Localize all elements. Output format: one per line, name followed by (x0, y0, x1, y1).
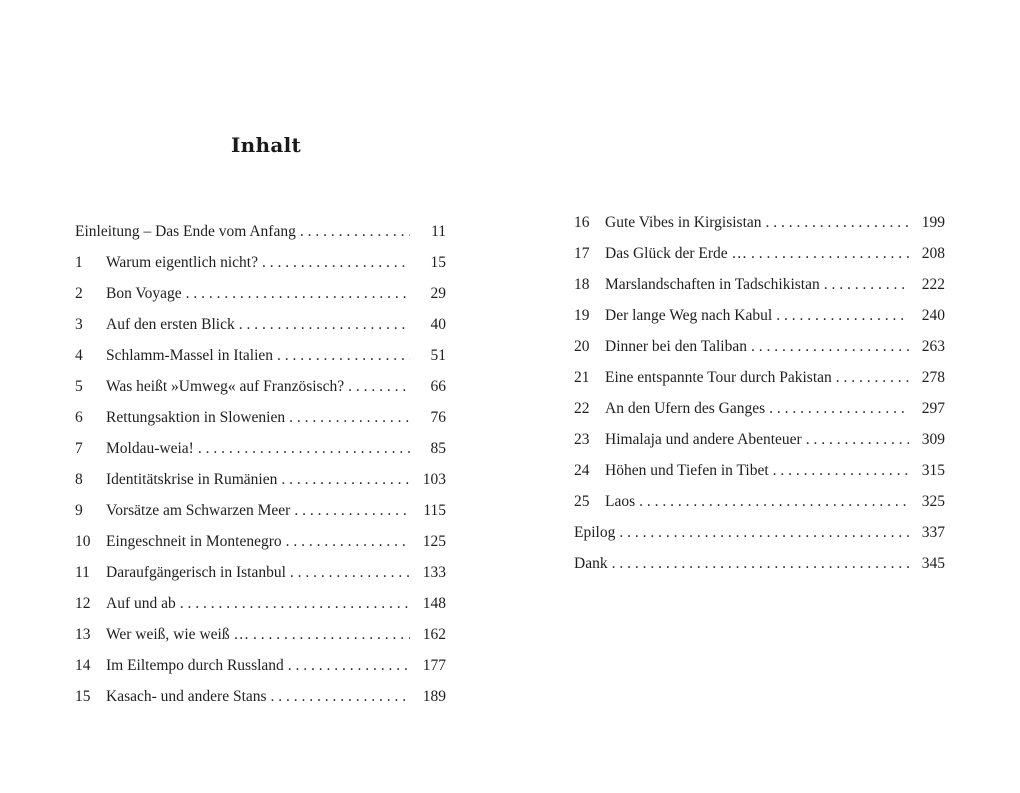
toc-entry-page-number: 148 (422, 595, 446, 612)
toc-entry-page-number: 11 (431, 223, 446, 240)
toc-entry-page-number: 222 (921, 276, 945, 293)
toc-entry-page-number: 263 (921, 338, 945, 355)
toc-entry (574, 269, 945, 300)
toc-entry-number: 13 (75, 626, 91, 643)
toc-entry-page-number: 337 (921, 524, 945, 541)
toc-dot-leader (751, 331, 909, 362)
toc-entry (574, 331, 945, 362)
toc-dot-leader (294, 495, 410, 526)
toc-entry-title: Marslandschaften in Tadschikistan (605, 276, 820, 293)
toc-entry-title: An den Ufern des Ganges (605, 400, 766, 417)
toc-entry-number: 22 (574, 400, 590, 417)
toc-entry-title: Einleitung – Das Ende vom Anfang (75, 223, 296, 240)
toc-entry-title: Moldau-weia! (106, 440, 194, 457)
toc-entry-page-number: 315 (921, 462, 945, 479)
toc-entry-page-number: 278 (921, 369, 945, 386)
toc-entry (75, 464, 446, 495)
toc-dot-leader (776, 300, 909, 331)
toc-entry (75, 402, 446, 433)
toc-entry-page-number: 133 (422, 564, 446, 581)
toc-entry-number: 16 (574, 214, 590, 231)
toc-dot-leader (180, 588, 410, 619)
toc-entry-number: 20 (574, 338, 590, 355)
toc-dot-leader (769, 393, 909, 424)
toc-entry-number: 2 (75, 285, 83, 302)
toc-entry-title: Daraufgängerisch in Istanbul (106, 564, 286, 581)
toc-dot-leader (806, 424, 909, 455)
toc-dot-leader (348, 371, 410, 402)
toc-entry-number: 3 (75, 316, 83, 333)
toc-entry (75, 371, 446, 402)
toc-dot-leader (198, 433, 410, 464)
toc-entry-page-number: 309 (921, 431, 945, 448)
toc-entry (574, 424, 945, 455)
toc-dot-leader (288, 650, 410, 681)
toc-entry-page-number: 85 (430, 440, 446, 457)
toc-dot-leader (766, 207, 909, 238)
toc-entry-number: 1 (75, 254, 83, 271)
toc-entry-number: 25 (574, 493, 590, 510)
toc-dot-leader (286, 526, 410, 557)
toc-entry-page-number: 325 (921, 493, 945, 510)
toc-entry (75, 588, 446, 619)
toc-entry-title: Wer weiß, wie weiß … (106, 626, 249, 643)
toc-dot-leader (290, 557, 410, 588)
toc-entry (75, 216, 446, 247)
toc-dot-leader (300, 216, 410, 247)
toc-entry (75, 557, 446, 588)
toc-entry-page-number: 103 (422, 471, 446, 488)
toc-entry-number: 23 (574, 431, 590, 448)
toc-dot-leader (836, 362, 909, 393)
toc-entry-page-number: 297 (921, 400, 945, 417)
toc-entry-title: Kasach- und andere Stans (106, 688, 267, 705)
toc-entry-number: 17 (574, 245, 590, 262)
toc-entry-title: Was heißt »Umweg« auf Französisch? (106, 378, 345, 395)
toc-entry-page-number: 345 (921, 555, 945, 572)
toc-entry (574, 486, 945, 517)
toc-entry-title: Dank (574, 555, 608, 572)
toc-entry (75, 309, 446, 340)
toc-entry-title: Vorsätze am Schwarzen Meer (106, 502, 291, 519)
toc-entry-number: 10 (75, 533, 91, 550)
toc-entry-page-number: 115 (423, 502, 446, 519)
toc-entry-title: Gute Vibes in Kirgisistan (605, 214, 762, 231)
toc-entry-title: Laos (605, 493, 636, 510)
toc-entry-page-number: 162 (422, 626, 446, 643)
toc-entry-page-number: 125 (422, 533, 446, 550)
toc-entry-number: 9 (75, 502, 83, 519)
toc-entry (574, 548, 945, 579)
toc-entry (574, 393, 945, 424)
toc-entry (574, 362, 945, 393)
toc-entry-number: 14 (75, 657, 91, 674)
toc-entry-number: 15 (75, 688, 91, 705)
toc-entry-title: Eine entspannte Tour durch Pakistan (605, 369, 832, 386)
toc-entry-number: 19 (574, 307, 590, 324)
toc-entry-number: 24 (574, 462, 590, 479)
toc-entry (75, 340, 446, 371)
toc-dot-leader (277, 340, 410, 371)
toc-entry-title: Höhen und Tiefen in Tibet (605, 462, 769, 479)
toc-dot-leader (253, 619, 410, 650)
toc-entry-title: Der lange Weg nach Kabul (605, 307, 773, 324)
toc-column-left (75, 216, 446, 712)
toc-dot-leader (824, 269, 909, 300)
toc-entry-title: Das Glück der Erde … (605, 245, 748, 262)
toc-entry-page-number: 40 (430, 316, 446, 333)
toc-entry (75, 495, 446, 526)
toc-entry-number: 8 (75, 471, 83, 488)
toc-entry-page-number: 76 (430, 409, 446, 426)
toc-entry-title: Identitätskrise in Rumänien (106, 471, 278, 488)
toc-dot-leader (639, 486, 909, 517)
toc-dot-leader (773, 455, 909, 486)
toc-entry-title: Himalaja und andere Abenteuer (605, 431, 802, 448)
toc-entry-title: Bon Voyage (106, 285, 182, 302)
toc-entry-number: 4 (75, 347, 83, 364)
toc-entry (75, 526, 446, 557)
toc-entry-number: 21 (574, 369, 590, 386)
toc-entry (75, 278, 446, 309)
toc-dot-leader (289, 402, 410, 433)
toc-entry (75, 433, 446, 464)
toc-entry-page-number: 199 (921, 214, 945, 231)
toc-entry-page-number: 189 (422, 688, 446, 705)
toc-entry-number: 11 (75, 564, 90, 581)
toc-entry-number: 6 (75, 409, 83, 426)
toc-dot-leader (271, 681, 410, 712)
toc-entry-title: Auf den ersten Blick (106, 316, 235, 333)
toc-entry (75, 619, 446, 650)
toc-dot-leader (612, 548, 909, 579)
toc-entry-title: Warum eigentlich nicht? (106, 254, 258, 271)
toc-column-right (574, 207, 945, 579)
toc-entry-page-number: 51 (430, 347, 446, 364)
toc-entry-number: 5 (75, 378, 83, 395)
toc-entry-page-number: 240 (921, 307, 945, 324)
toc-dot-leader (186, 278, 410, 309)
toc-dot-leader (751, 238, 909, 269)
toc-entry (574, 517, 945, 548)
toc-dot-leader (239, 309, 410, 340)
toc-entry (574, 238, 945, 269)
toc-entry-title: Schlamm-Massel in Italien (106, 347, 274, 364)
toc-dot-leader (262, 247, 410, 278)
toc-entry (75, 650, 446, 681)
toc-entry (75, 681, 446, 712)
toc-dot-leader (281, 464, 410, 495)
toc-entry-page-number: 208 (921, 245, 945, 262)
toc-entry (574, 300, 945, 331)
toc-entry (574, 207, 945, 238)
toc-entry (574, 455, 945, 486)
toc-entry-title: Rettungsaktion in Slowenien (106, 409, 286, 426)
toc-entry-title: Epilog (574, 524, 616, 541)
toc-entry-number: 18 (574, 276, 590, 293)
toc-entry-title: Eingeschneit in Montenegro (106, 533, 282, 550)
toc-entry-number: 7 (75, 440, 83, 457)
toc-entry-title: Dinner bei den Taliban (605, 338, 747, 355)
toc-entry-title: Auf und ab (106, 595, 176, 612)
toc-entry-page-number: 15 (430, 254, 446, 271)
toc-entry-number: 12 (75, 595, 91, 612)
toc-entry (75, 247, 446, 278)
toc-entry-title: Im Eiltempo durch Russland (106, 657, 284, 674)
toc-dot-leader (619, 517, 909, 548)
toc-entry-page-number: 66 (430, 378, 446, 395)
page-title: Inhalt (231, 133, 302, 157)
toc-entry-page-number: 29 (430, 285, 446, 302)
toc-entry-page-number: 177 (422, 657, 446, 674)
